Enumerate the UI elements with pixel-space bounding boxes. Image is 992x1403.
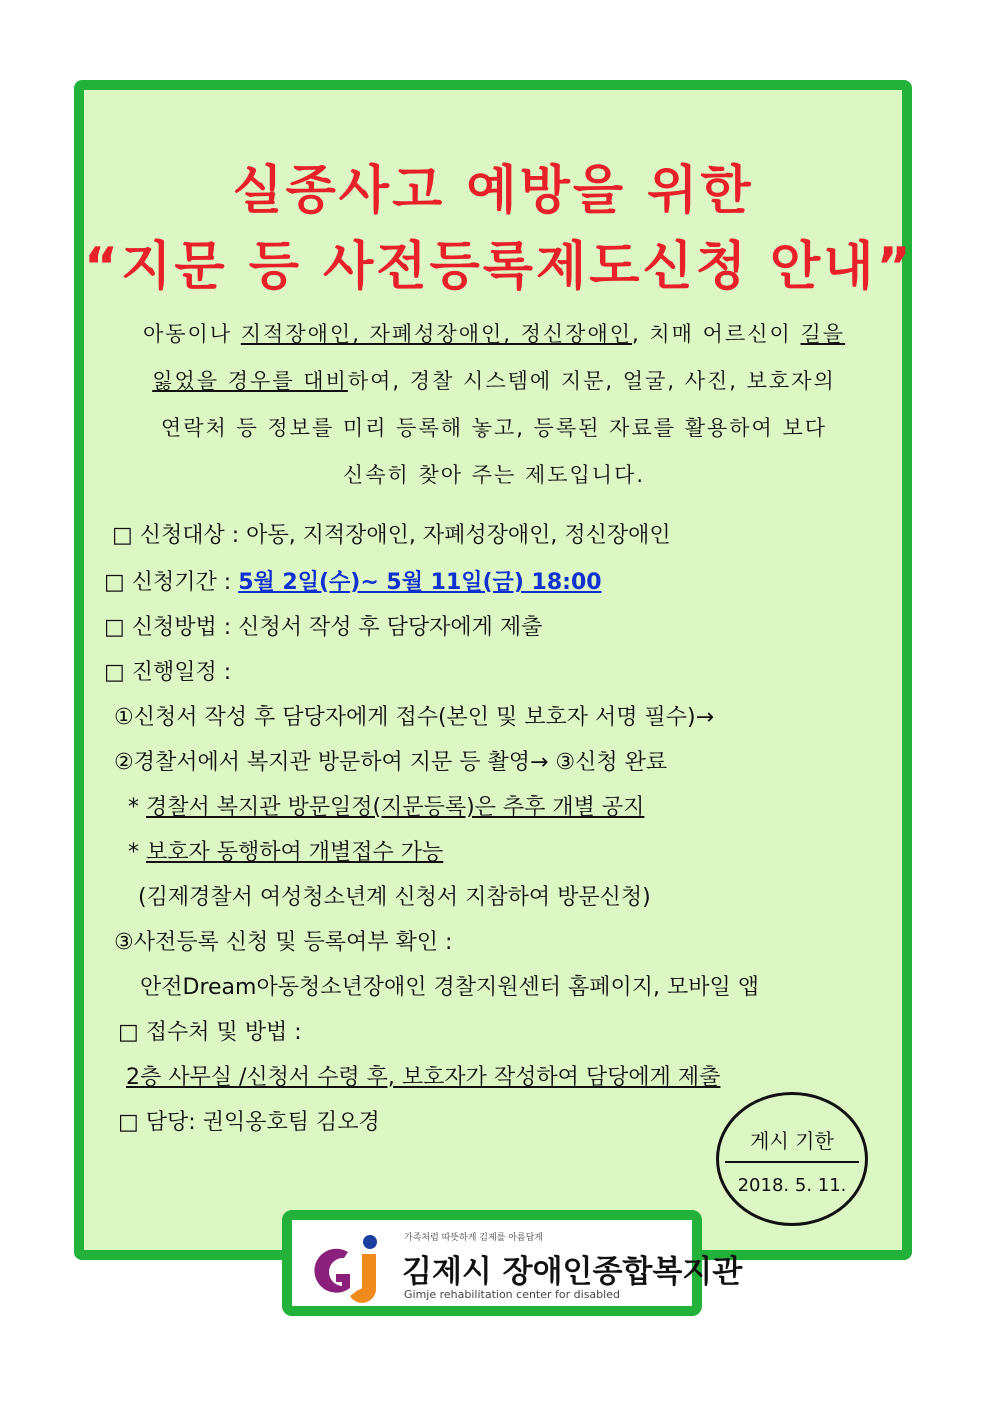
item-period: □ 신청기간 : 5월 2일(수)~ 5월 11일(금) 18:00 bbox=[104, 570, 602, 595]
item-reception: □ 접수처 및 방법 : bbox=[118, 1020, 302, 1045]
gj-logo-icon bbox=[310, 1230, 390, 1306]
schedule-note-2: * 보호자 동행하여 개별접수 가능 bbox=[128, 840, 444, 865]
item-schedule: □ 진행일정 : bbox=[104, 660, 232, 685]
logo-slogan: 가족처럼 따뜻하게 김제를 아름답게 bbox=[404, 1233, 543, 1243]
stamp-date: 2018. 5. 11. bbox=[737, 1175, 847, 1196]
logo-english-name: Gimje rehabilitation center for disabled bbox=[404, 1288, 620, 1301]
stamp-divider bbox=[725, 1161, 859, 1163]
item-method: □ 신청방법 : 신청서 작성 후 담당자에게 제출 bbox=[104, 615, 543, 640]
item-contact: □ 담당: 권익옹호팀 김오경 bbox=[118, 1110, 380, 1135]
title-line-2: “지문 등 사전등록제도신청 안내” bbox=[84, 237, 914, 297]
logo-name: 김제시 장애인종합복지관 bbox=[402, 1254, 743, 1290]
intro-line-4: 신속히 찾아 주는 제도입니다. bbox=[342, 463, 646, 487]
stamp-label: 게시 기한 bbox=[750, 1129, 834, 1153]
title-line-1: 실종사고 예방을 위한 bbox=[232, 161, 754, 221]
schedule-step-1: ①신청서 작성 후 담당자에게 접수(본인 및 보호자 서명 필수)→ bbox=[114, 705, 715, 730]
schedule-note-3: (김제경찰서 여성청소년계 신청서 지참하여 방문신청) bbox=[138, 885, 651, 910]
schedule-note-1: * 경찰서 복지관 방문일정(지문등록)은 추후 개별 공지 bbox=[128, 795, 645, 820]
reception-detail: 2층 사무실 /신청서 수령 후, 보호자가 작성하여 담당에게 제출 bbox=[126, 1065, 721, 1090]
item-target: □ 신청대상 : 아동, 지적장애인, 자폐성장애인, 정신장애인 bbox=[112, 523, 671, 548]
poster-frame bbox=[74, 80, 912, 1260]
schedule-step-2: ②경찰서에서 복지관 방문하여 지문 등 촬영→ ③신청 완료 bbox=[114, 750, 668, 775]
organization-logo bbox=[282, 1210, 743, 1316]
schedule-step-3-detail: 안전Dream아동청소년장애인 경찰지원센터 홈페이지, 모바일 앱 bbox=[140, 975, 759, 1000]
posting-deadline-stamp bbox=[716, 1092, 868, 1226]
schedule-step-3: ③사전등록 신청 및 등록여부 확인 : bbox=[114, 930, 453, 955]
intro-line-1: 아동이나 지적장애인, 자폐성장애인, 정신장애인, 치매 어르신이 길을 bbox=[142, 322, 846, 346]
intro-line-2: 잃었을 경우를 대비하여, 경찰 시스템에 지문, 얼굴, 사진, 보호자의 bbox=[152, 369, 836, 393]
intro-line-3: 연락처 등 정보를 미리 등록해 놓고, 등록된 자료를 활용하여 보다 bbox=[160, 416, 828, 440]
period-value: 5월 2일(수)~ 5월 11일(금) 18:00 bbox=[238, 570, 602, 595]
